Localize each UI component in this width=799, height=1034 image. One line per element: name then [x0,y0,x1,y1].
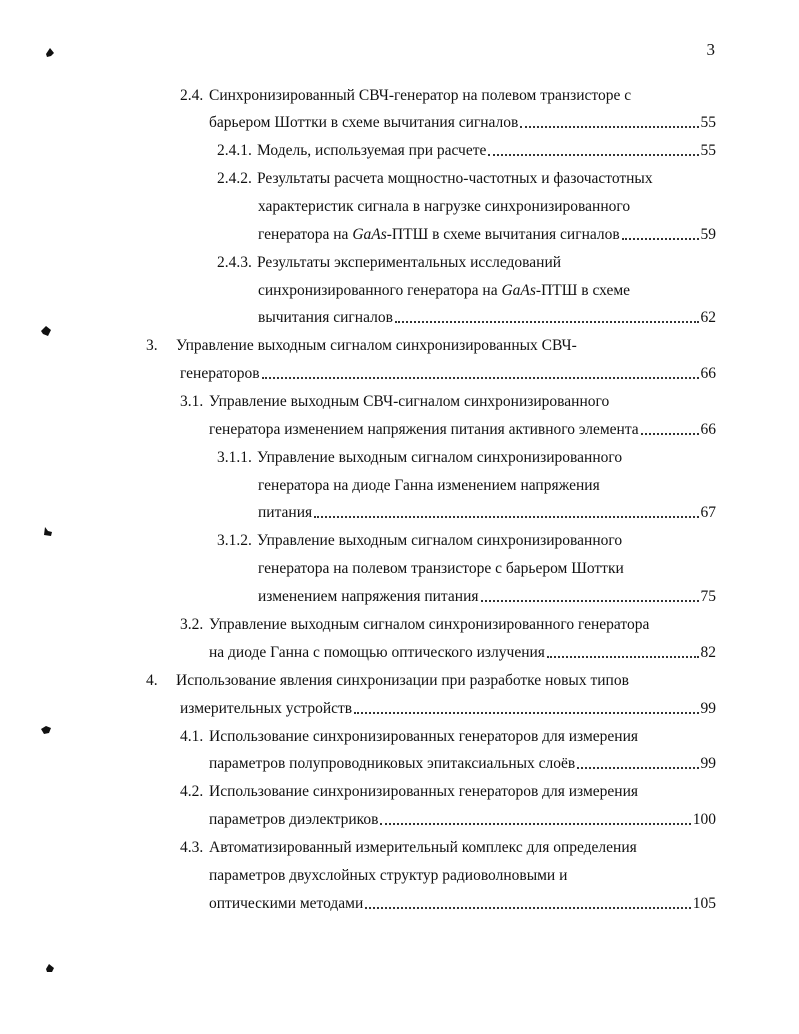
toc-entry-continuation [258,587,716,607]
toc-entry-continuation [258,197,630,217]
toc-entry-3-1-1 [217,448,622,468]
toc-text: изменением напряжения питания [258,588,479,605]
toc-text-part: -ПТШ в схеме [535,282,631,299]
toc-page: 82 [700,644,716,661]
toc-entry-4-1 [180,727,638,747]
toc-text: Результаты экспериментальных исследований [257,254,562,271]
dot-leader [641,433,699,435]
toc-text: генераторов [180,365,260,382]
toc-page: 67 [700,504,716,521]
toc-text: генератора на полевом транзисторе с барьером Шоттки [258,560,624,577]
toc-entry-continuation [209,866,567,886]
toc-entry-4-2 [180,782,638,802]
toc-text: генератора изменением напряжения питания активного элемента [209,421,639,438]
toc-number: 3.1.2. [217,532,252,549]
toc-text: на диоде Ганна с помощью оптического излучения [209,644,545,661]
toc-number: 3.2. [180,616,204,633]
toc-number: 2.4.3. [217,254,252,271]
toc-number: 3. [146,337,158,354]
toc-text: оптическими методами [209,895,364,912]
dot-leader [380,823,690,825]
toc-entry-continuation [258,225,716,245]
toc-page: 59 [700,226,716,243]
toc-text: Управление выходным сигналом синхронизированных СВЧ- [176,337,577,354]
toc-text: Автоматизированный измерительный комплекс для определения [209,839,637,856]
toc-text: характеристик сигнала в нагрузке синхронизированного [258,198,631,215]
binding-mark-icon [44,962,56,974]
toc-entry-continuation [258,476,600,496]
dot-leader [481,600,699,602]
toc-entry-continuation [180,364,716,384]
toc-text [258,281,630,301]
toc-number: 4.1. [180,728,204,745]
dot-leader [314,516,698,518]
dot-leader [395,321,699,323]
toc-number: 3.1. [180,393,204,410]
toc-entry-continuation [209,754,716,774]
toc-entry-2-4-2 [217,169,653,189]
dot-leader [488,154,698,156]
toc-text: Управление выходным сигналом синхронизированного генератора [209,616,650,633]
toc-text-italic: GaAs [352,226,387,243]
toc-page: 75 [700,588,716,605]
toc-entry-2-4 [180,86,631,106]
toc-number: 4. [146,672,158,689]
toc-entry-3-2 [180,615,649,635]
toc-text: параметров двухслойных структур радиоволновыми и [209,867,568,884]
toc-page: 100 [692,811,716,828]
toc-page: 55 [700,114,716,131]
toc-text: Синхронизированный СВЧ-генератор на полевом транзисторе с [209,87,632,104]
toc-text: питания [258,504,313,521]
dot-leader [622,238,699,240]
toc-entry-3-1-2 [217,531,622,551]
toc-number: 2.4. [180,87,204,104]
toc-text-part: генератора на [258,226,353,243]
toc-entry-continuation [180,699,716,719]
toc-entry-2-4-1 [217,141,716,161]
toc-entry-continuation [258,308,716,328]
binding-mark-icon [42,525,54,537]
toc-entry-continuation [209,420,716,440]
toc-entry-2-4-3 [217,253,561,273]
toc-entry-continuation [209,643,716,663]
toc-text: Использование явления синхронизации при разработке новых типов [176,672,629,689]
toc-text: Управление выходным СВЧ-сигналом синхронизированного [209,393,610,410]
toc-text: параметров полупроводниковых эпитаксиальных слоёв [209,755,576,772]
toc-page: 99 [700,700,716,717]
toc-text: генератора на диоде Ганна изменением напряжения [258,477,600,494]
toc-page: 66 [700,365,716,382]
binding-mark-icon [40,325,52,337]
toc-text: барьером Шоттки в схеме вычитания сигналов [209,114,519,131]
toc-text-part: синхронизированного генератора на [258,282,502,299]
dot-leader [262,377,699,379]
binding-mark-icon [40,724,52,736]
toc-entry-continuation [258,281,630,301]
toc-entry-4-3 [180,838,637,858]
dot-leader [354,712,698,714]
toc-text-part: -ПТШ в схеме вычитания сигналов [386,226,620,243]
toc-text: Модель, используемая при расчете [257,142,487,159]
toc-page: 55 [700,142,716,159]
toc-entry-continuation [209,810,716,830]
toc-text: Результаты расчета мощностно-частотных и фазочастотных [257,170,653,187]
toc-entry-continuation [209,894,716,914]
page-number: 3 [706,40,715,59]
toc-number: 2.4.2. [217,170,252,187]
toc-text [258,225,620,245]
toc-number: 3.1.1. [217,449,252,466]
toc-entry-continuation [258,503,716,523]
dot-leader [547,656,699,658]
toc-text: Использование синхронизированных генераторов для измерения [209,783,638,800]
dot-leader [520,126,698,128]
toc-page: 62 [700,309,716,326]
toc-entry-continuation [209,113,716,133]
binding-mark-icon [44,46,56,58]
dot-leader [365,907,690,909]
toc-number: 4.2. [180,783,204,800]
toc-text: измерительных устройств [180,700,353,717]
toc-text-italic: GaAs [501,282,536,299]
toc-page: 105 [692,895,716,912]
toc-page: 66 [700,421,716,438]
toc-entry-4 [146,671,629,691]
toc-text: параметров диэлектриков [209,811,379,828]
toc-text: Использование синхронизированных генераторов для измерения [209,728,638,745]
toc-text: Управление выходным сигналом синхронизированного [257,532,623,549]
toc-text: вычитания сигналов [258,309,393,326]
toc-number: 4.3. [180,839,204,856]
toc-entry-continuation [258,559,624,579]
toc-entry-3-1 [180,392,609,412]
toc-text: Управление выходным сигналом синхронизированного [257,449,623,466]
toc-page: 99 [700,755,716,772]
toc-entry-3 [146,336,577,356]
toc-number: 2.4.1. [217,142,252,159]
dot-leader [577,767,698,769]
